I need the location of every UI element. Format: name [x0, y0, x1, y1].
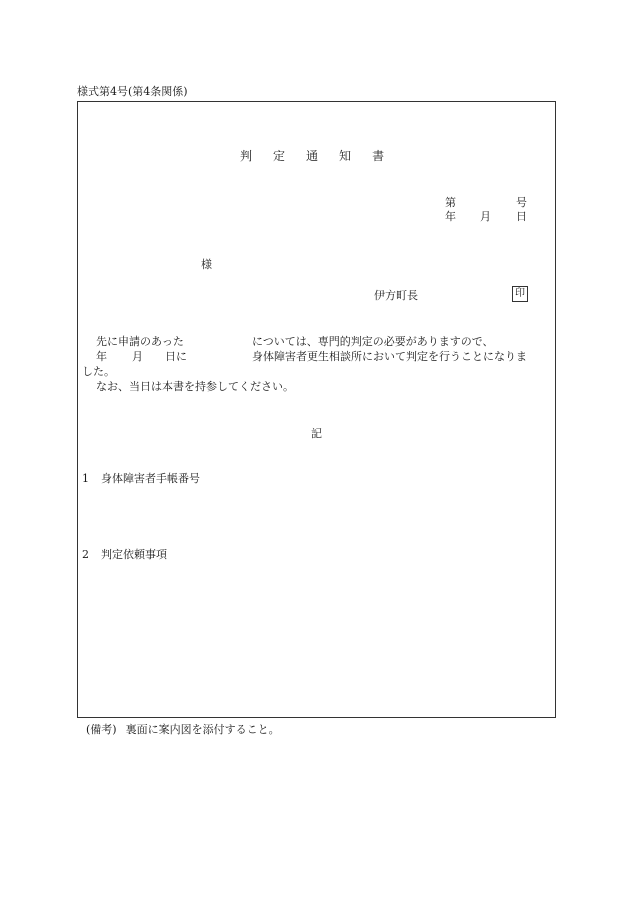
- date-day: 日: [516, 210, 527, 223]
- body-line2-year: 年: [96, 350, 107, 363]
- remarks-label: (備考): [86, 723, 117, 736]
- list-item: [82, 473, 200, 484]
- date-year: 年: [445, 210, 456, 223]
- body-line4: なお、当日は本書を持参してください。: [96, 380, 294, 393]
- list-item: [82, 549, 167, 560]
- document-number-suffix: 号: [516, 196, 527, 209]
- body-line3: した。: [82, 365, 115, 378]
- title-char: 定: [273, 149, 286, 163]
- seal-stamp-box: 印: [512, 286, 528, 302]
- ki-heading: 記: [311, 427, 322, 440]
- title-char: 知: [339, 149, 352, 163]
- document-frame: [77, 101, 556, 718]
- title-char: 通: [306, 149, 319, 163]
- body-line2-end: 身体障害者更生相談所において判定を行うことになりま: [252, 350, 527, 363]
- body-line2-month: 月: [132, 350, 143, 363]
- body-line1-end: については、専門的判定の必要がありますので、: [252, 335, 494, 348]
- addressee-honorific: 様: [201, 258, 212, 271]
- date-month: 月: [480, 210, 491, 223]
- item-label: 身体障害者手帳番号: [101, 472, 200, 485]
- title-char: 判: [240, 149, 253, 163]
- item-label: 判定依頼事項: [101, 548, 167, 561]
- document-title: [240, 150, 384, 162]
- remarks-text: 裏面に案内図を添付すること。: [125, 723, 280, 736]
- body-line1-start: 先に申請のあった: [96, 335, 184, 348]
- remarks-note: [86, 724, 280, 735]
- item-number: 1: [82, 472, 89, 485]
- document-number-prefix: 第: [445, 196, 456, 209]
- form-number-label: 様式第4号(第4条関係): [77, 85, 188, 98]
- body-line2-day: 日に: [165, 350, 187, 363]
- title-char: 書: [372, 149, 385, 163]
- issuer-name: 伊方町長: [374, 289, 418, 302]
- item-number: 2: [82, 548, 89, 561]
